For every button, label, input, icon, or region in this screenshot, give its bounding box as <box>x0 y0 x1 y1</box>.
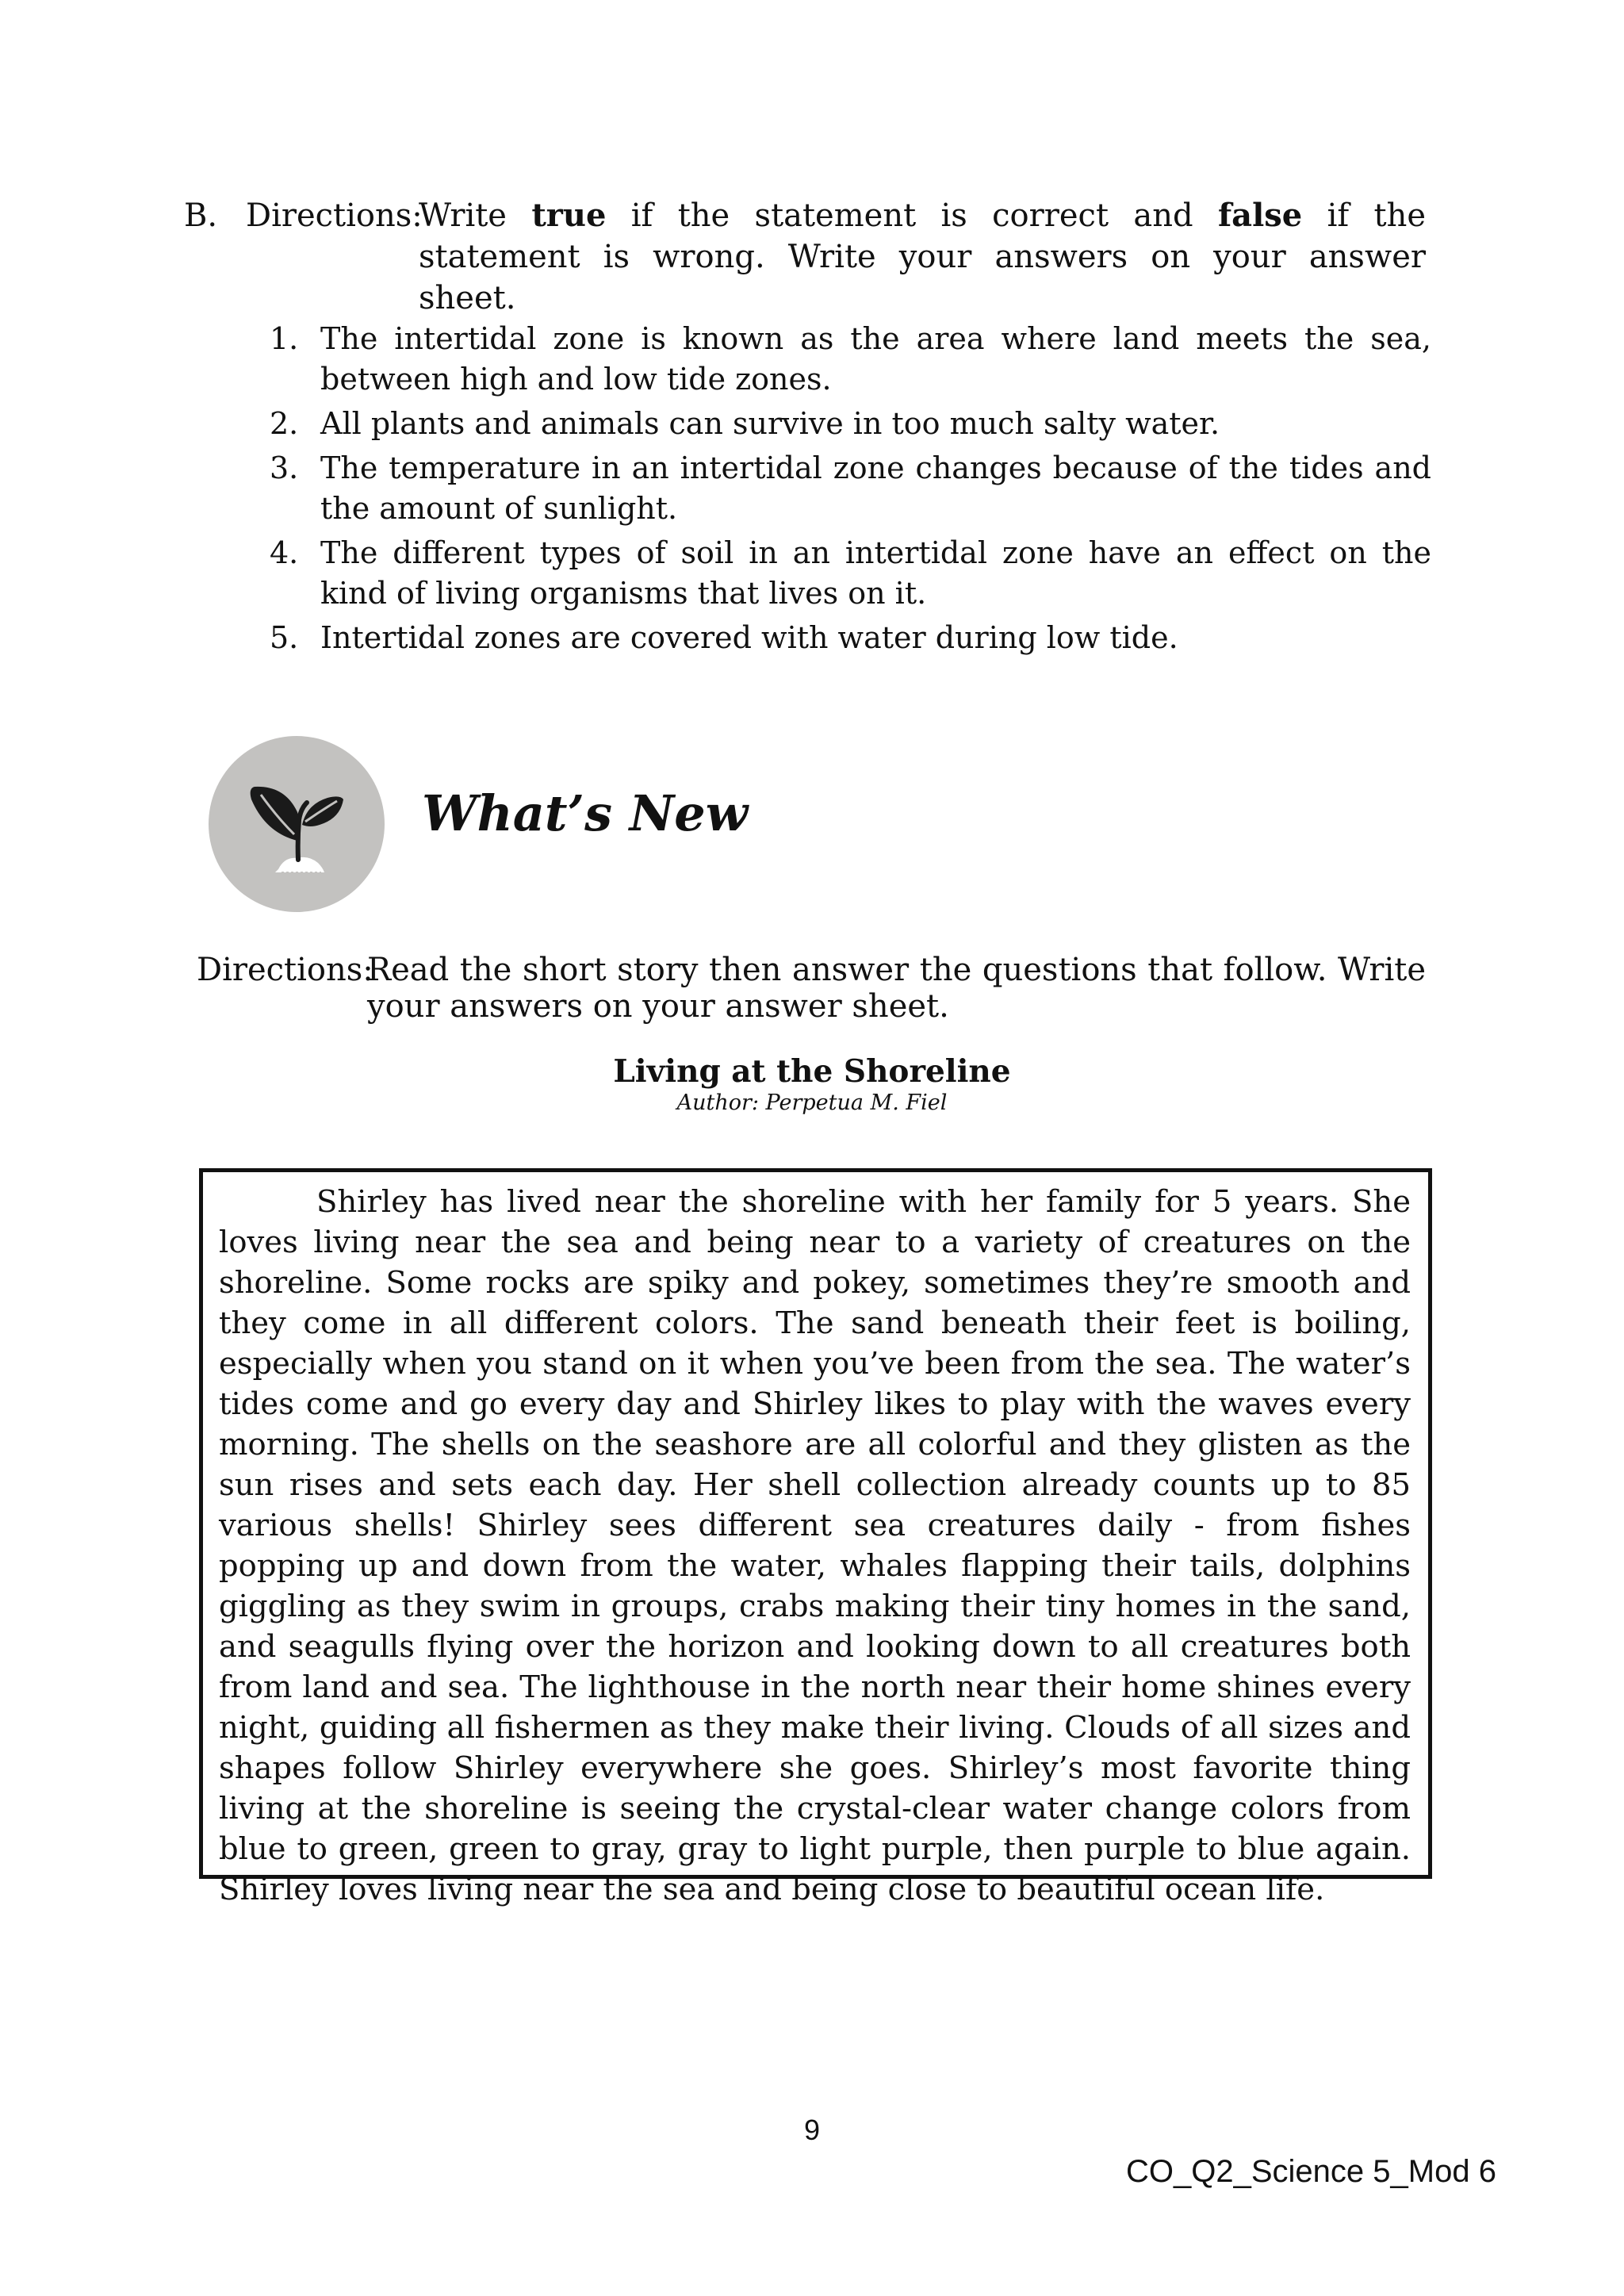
item-number: 4. <box>270 535 299 570</box>
directions-text-post: if the statement is wrong. Write your answers on your answer sheet. <box>419 197 1427 316</box>
item-text: The intertidal zone is known as the area where land meets the sea, between high and low tide zones. <box>320 321 1431 397</box>
story-body: Shirley has lived near the shoreline with her family for 5 years. She loves living near the sea and being near to a variety of creatures on the shoreline. Some rocks are spiky and pokey, sometimes they’re smooth and they come in all different colors. The sand beneath their feet is boiling, especially when you stand on it when you’ve been from the sea. The water’s tides come and go every day and Shirley likes to play with the waves every morning. The shells on the seashore are all colorful and they glisten as the sun rises and sets each day. Her shell collection already counts up to 85 various shells! Shirley sees different sea creatures daily - from fishes popping up and down from the water, whales flapping their tails, dolphins giggling as they swim in groups, crabs making their tiny homes in the sand, and seagulls flying over the horizon and looking down to all creatures both from land and sea. The lighthouse in the north near their home shines every night, guiding all fishermen as they make their living. Clouds of all sizes and shapes follow Shirley everywhere she goes. Shirley’s most favorite thing living at the shoreline is seeing the crystal-clear water change colors from blue to green, green to gray, gray to light purple, then purple to blue again. Shirley loves living near the sea and being close to beautiful ocean life. <box>219 1184 1411 1907</box>
keyword-true: true <box>531 197 607 234</box>
item-text: Intertidal zones are covered with water during low tide. <box>320 620 1178 655</box>
directions-text-mid: if the statement is correct and <box>630 197 1193 234</box>
item-number: 2. <box>270 406 299 441</box>
story-box <box>199 1168 1432 1907</box>
directions-text-pre: Write <box>419 197 507 234</box>
module-code: CO_Q2_Science 5_Mod 6 <box>1126 2154 1496 2189</box>
item-number: 3. <box>270 450 299 485</box>
item-text: All plants and animals can survive in too much salty water. <box>320 406 1220 441</box>
story-directions-label: Directions: <box>197 952 373 988</box>
page-number: 9 <box>803 2114 821 2146</box>
keyword-false: false <box>1217 197 1303 234</box>
directions-label: Directions: <box>246 197 423 234</box>
sprout-icon <box>209 736 385 912</box>
list-item <box>262 448 1431 529</box>
story-author: Author: Perpetua M. Fiel <box>676 1091 948 1115</box>
list-item <box>262 618 1431 658</box>
section-letter: B. <box>184 197 218 234</box>
item-text: The temperature in an intertidal zone changes because of the tides and the amount of sunlight. <box>320 450 1431 526</box>
directions-text <box>419 195 1426 319</box>
section-title: What’s New <box>422 784 749 842</box>
list-item <box>262 533 1431 614</box>
item-number: 5. <box>270 620 299 655</box>
story-title: Living at the Shoreline <box>613 1053 1011 1090</box>
list-item <box>262 319 1431 400</box>
item-number: 1. <box>270 321 299 356</box>
list-item <box>262 404 1431 444</box>
item-text: The different types of soil in an intertidal zone have an effect on the kind of living organisms that lives on it. <box>320 535 1431 611</box>
true-false-list <box>262 319 1431 662</box>
story-directions-text: Read the short story then answer the questions that follow. Write your answers on your answer sheet. <box>367 952 1426 1025</box>
